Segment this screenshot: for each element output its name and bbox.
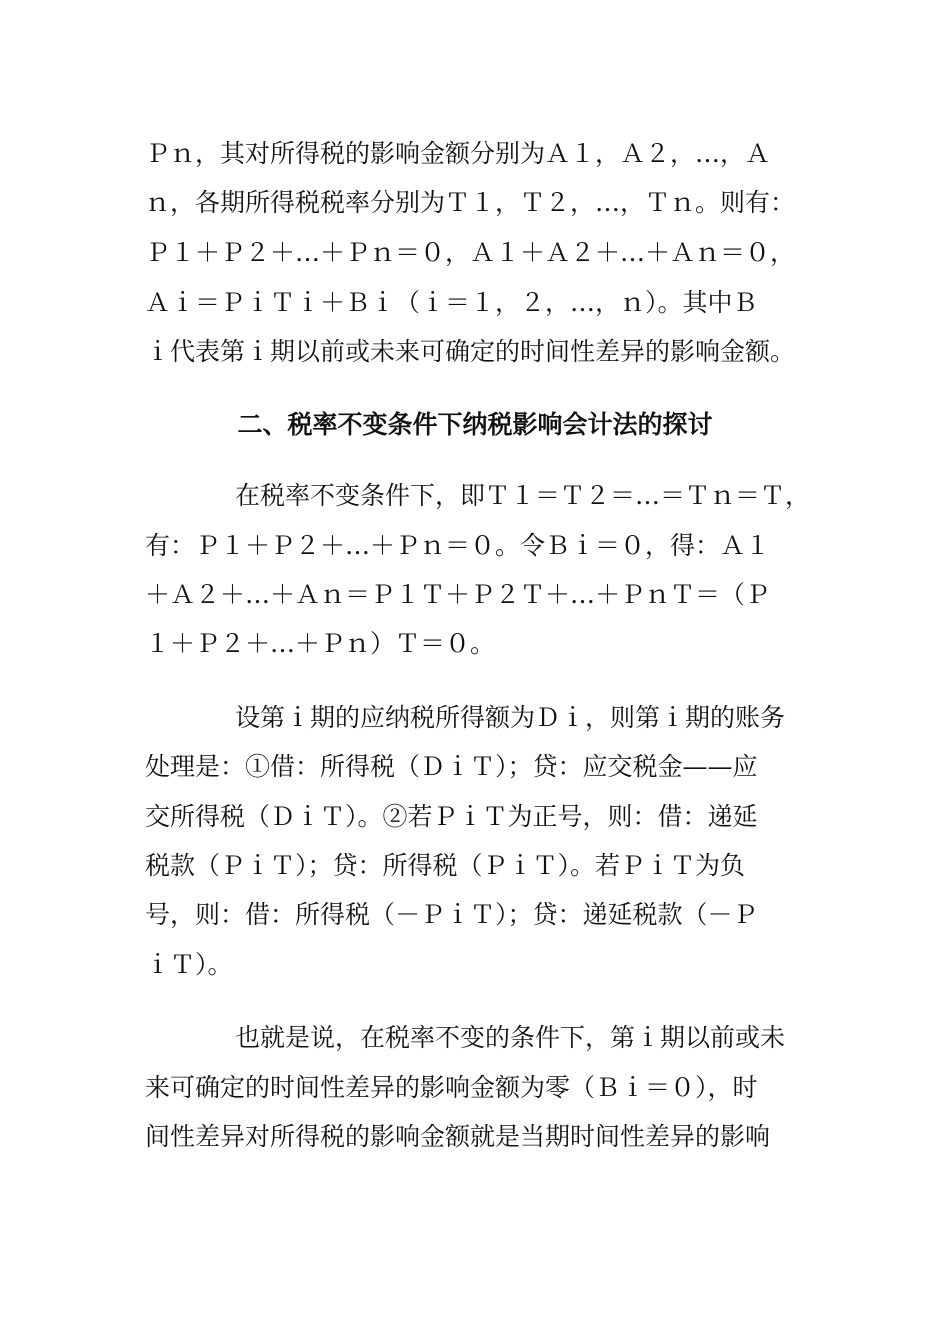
text-line: 交所得税（ＤｉＴ）。②若ＰｉＴ为正号，则：借：递延: [145, 802, 758, 831]
text-line: 处理是：①借：所得税（ＤｉＴ）；贷：应交税金——应: [145, 752, 758, 781]
text-line: 来可确定的时间性差异的影响金额为零（Ｂｉ＝０），时: [145, 1073, 758, 1102]
text-line: ｎ，各期所得税税率分别为Ｔ１，Ｔ２，…，Ｔｎ。则有：: [145, 188, 796, 217]
text-line: 有：Ｐ１＋Ｐ２＋…＋Ｐｎ＝０。令Ｂｉ＝０，得：Ａ１: [145, 531, 771, 560]
text-line: Ｐｎ，其对所得税的影响金额分别为Ａ１，Ａ２，…，Ａ: [145, 139, 771, 168]
text-line: 间性差异对所得税的影响金额就是当期时间性差异的影响: [145, 1122, 771, 1151]
text-line: 号，则：借：所得税（－ＰｉＴ）；贷：递延税款（－Ｐ: [145, 900, 758, 929]
text-line: １＋Ｐ２＋…＋Ｐｎ）Ｔ＝０。: [145, 629, 496, 658]
text-line: ｉ代表第ｉ期以前或未来可确定的时间性差异的影响金额。: [145, 337, 796, 366]
text-line: 设第ｉ期的应纳税所得额为Ｄｉ，则第ｉ期的账务: [235, 703, 786, 732]
text-line: 在税率不变条件下，即Ｔ１＝Ｔ２＝…＝Ｔｎ＝Ｔ，: [235, 481, 811, 510]
text-line: 税款（ＰｉＴ）；贷：所得税（ＰｉＴ）。若ＰｉＴ为负: [145, 851, 746, 880]
text-line: Ａｉ＝ＰｉＴｉ＋Ｂｉ（ｉ＝１，２，…，ｎ）。其中Ｂ: [145, 288, 758, 317]
text-line: Ｐ１＋Ｐ２＋…＋Ｐｎ＝０，Ａ１＋Ａ２＋…＋Ａｎ＝０，: [145, 238, 796, 267]
text-line: ｉＴ）。: [145, 950, 233, 979]
section-heading: 二、税率不变条件下纳税影响会计法的探讨: [237, 410, 713, 439]
text-line: 也就是说，在税率不变的条件下，第ｉ期以前或未: [235, 1023, 786, 1052]
text-line: ＋Ａ２＋…＋Ａｎ＝Ｐ１Ｔ＋Ｐ２Ｔ＋…＋ＰｎＴ＝（Ｐ: [145, 580, 771, 609]
